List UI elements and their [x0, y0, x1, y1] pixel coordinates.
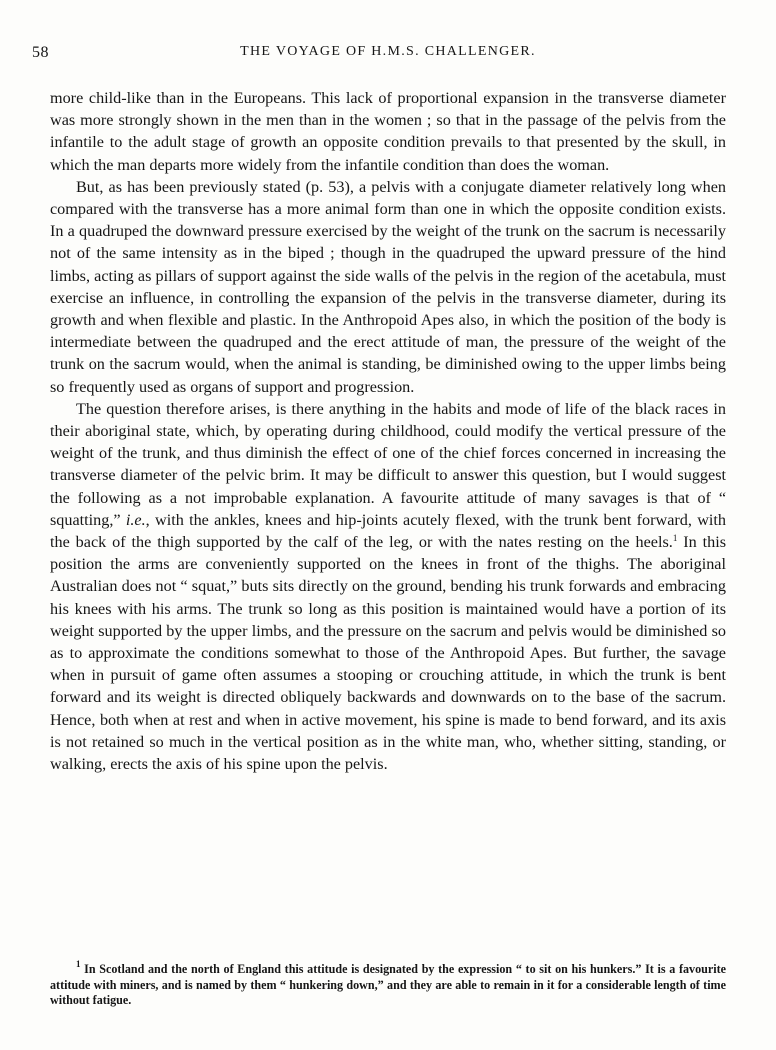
paragraph-text: more child-like than in the Europeans. This lack of proportional expansion in the transverse diameter was more strongly shown in the men than in the women ; so that in the passage of the pelvis from the infantile to the adult stage of growth an opposite condition prevails to that presented by the skull, in which the man departs more widely from the infantile condition than does the woman.: [50, 89, 726, 174]
paragraph-text: In this position the arms are conveniently supported on the knees in front of the thighs. The aboriginal Australian does not “ squat,” buts sits directly on the ground, bending his trunk forwards and embracing his knees with his arms. The trunk so long as this position is maintained would have a portion of its weight supported by the upper limbs, and the pressure on the sacrum and pelvis would be diminished so as to approximate the conditions somewhat to those of the Anthropoid Apes. But further, the savage when in pursuit of game often assumes a stooping or crouching attitude, in which the trunk is bent forward and its weight is directed obliquely backwards and downwards on to the base of the sacrum. Hence, both when at rest and when in active movement, his spine is made to bend forward, and its axis is not retained so much in the vertical position as in the white man, who, whether sitting, standing, or walking, erects the axis of his spine upon the pelvis.: [50, 533, 726, 774]
page-number: 58: [32, 44, 49, 61]
paragraph-text: , with the ankles, knees and hip-joints acutely flexed, with the trunk bent forward, with the back of the thigh supported by the calf of the leg, or with the nates resting on the heels.: [50, 510, 726, 552]
paragraph-text: But, as has been previously stated (p. 53), a pelvis with a conjugate diameter relatively long when compared with the transverse has a more animal form than one in which the opposite condition exists. In a quadruped the downward pressure exercised by the weight of the trunk on the sacrum is necessarily not of the same intensity as in the biped ; though in the quadruped the upward pressure of the hind limbs, acting as pillars of support against the side walls of the pelvis in the region of the acetabula, must exercise an influence, in controlling the expansion of the pelvis in the transverse diameter, during its growth and when flexible and plastic. In the Anthropoid Apes also, in which the position of the body is intermediate between the quadruped and the erect attitude of man, the pressure of the weight of the trunk on the sacrum would, when the animal is standing, be diminished owing to the upper limbs being so frequently used as organs of support and progression.: [50, 177, 726, 396]
body-text: [50, 87, 726, 775]
paragraph: [50, 398, 726, 775]
footnote-text: In Scotland and the north of England this attitude is designated by the expression “ to sit on his hunkers.” It is a favourite attitude with miners, and is named by them “ hunkering down,” and they are able to remain in it for a considerable length of time without fatigue.: [50, 962, 726, 1007]
footnotes: [50, 959, 726, 1009]
footnote: [50, 959, 726, 1009]
running-title: THE VOYAGE OF H.M.S. CHALLENGER.: [240, 44, 536, 59]
paragraph: [50, 176, 726, 398]
footnote-reference: 1: [672, 533, 678, 544]
paragraph-text: The question therefore arises, is there anything in the habits and mode of life of the black races in their aboriginal state, which, by operating during childhood, could modify the vertical pressure of the weight of the trunk, and thus diminish the effect of one of the chief forces concerned in increasing the transverse diameter of the pelvic brim. It may be difficult to answer this question, but I would suggest the following as a not improbable explanation. A favourite attitude of many savages is that of “ squatting,”: [50, 399, 726, 529]
footnote-marker: 1: [76, 959, 81, 969]
italic-abbreviation: i.e.: [125, 510, 146, 529]
page-header: [0, 44, 776, 68]
paragraph-continued: [50, 87, 726, 176]
